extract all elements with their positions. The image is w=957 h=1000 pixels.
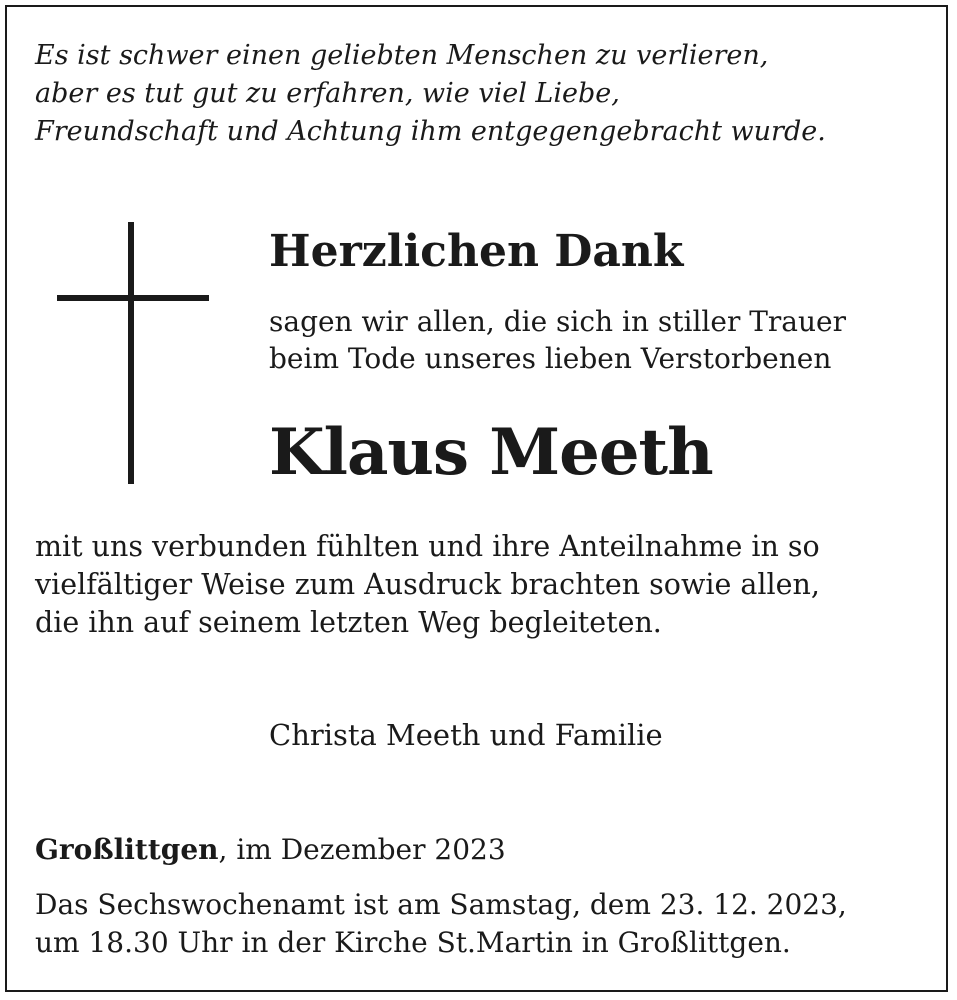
intro-line: sagen wir allen, die sich in stiller Trauer (269, 305, 846, 338)
thanks-intro (269, 303, 846, 377)
thanks-body (35, 528, 820, 642)
body-line: mit uns verbunden fühlten und ihre Anteilnahme in so (35, 530, 820, 563)
quote-line: aber es tut gut zu erfahren, wie viel Liebe, (35, 78, 620, 109)
intro-line: beim Tode unseres lieben Verstorbenen (269, 342, 832, 375)
body-line: vielfältiger Weise zum Ausdruck brachten sowie allen, (35, 568, 820, 601)
cross-horizontal-bar (57, 295, 209, 301)
quote-line: Freundschaft und Achtung ihm entgegengebracht wurde. (35, 116, 826, 147)
condolence-quote (35, 37, 925, 151)
family-signature: Christa Meeth und Familie (269, 718, 663, 752)
quote-line: Es ist schwer einen geliebten Menschen zu verlieren, (35, 40, 769, 71)
deceased-name: Klaus Meeth (269, 415, 713, 490)
body-line: die ihn auf seinem letzten Weg begleiteten. (35, 606, 662, 639)
cross-vertical-bar (128, 222, 134, 484)
town-name: Großlittgen (35, 833, 219, 866)
thanks-heading: Herzlichen Dank (269, 226, 684, 277)
service-line: Das Sechswochenamt ist am Samstag, dem 23. 12. 2023, (35, 888, 847, 921)
service-info (35, 886, 847, 962)
obituary-notice (5, 5, 948, 992)
date-text: , im Dezember 2023 (218, 833, 506, 866)
service-line: um 18.30 Uhr in der Kirche St.Martin in Großlittgen. (35, 926, 791, 959)
place-and-date (35, 830, 506, 870)
